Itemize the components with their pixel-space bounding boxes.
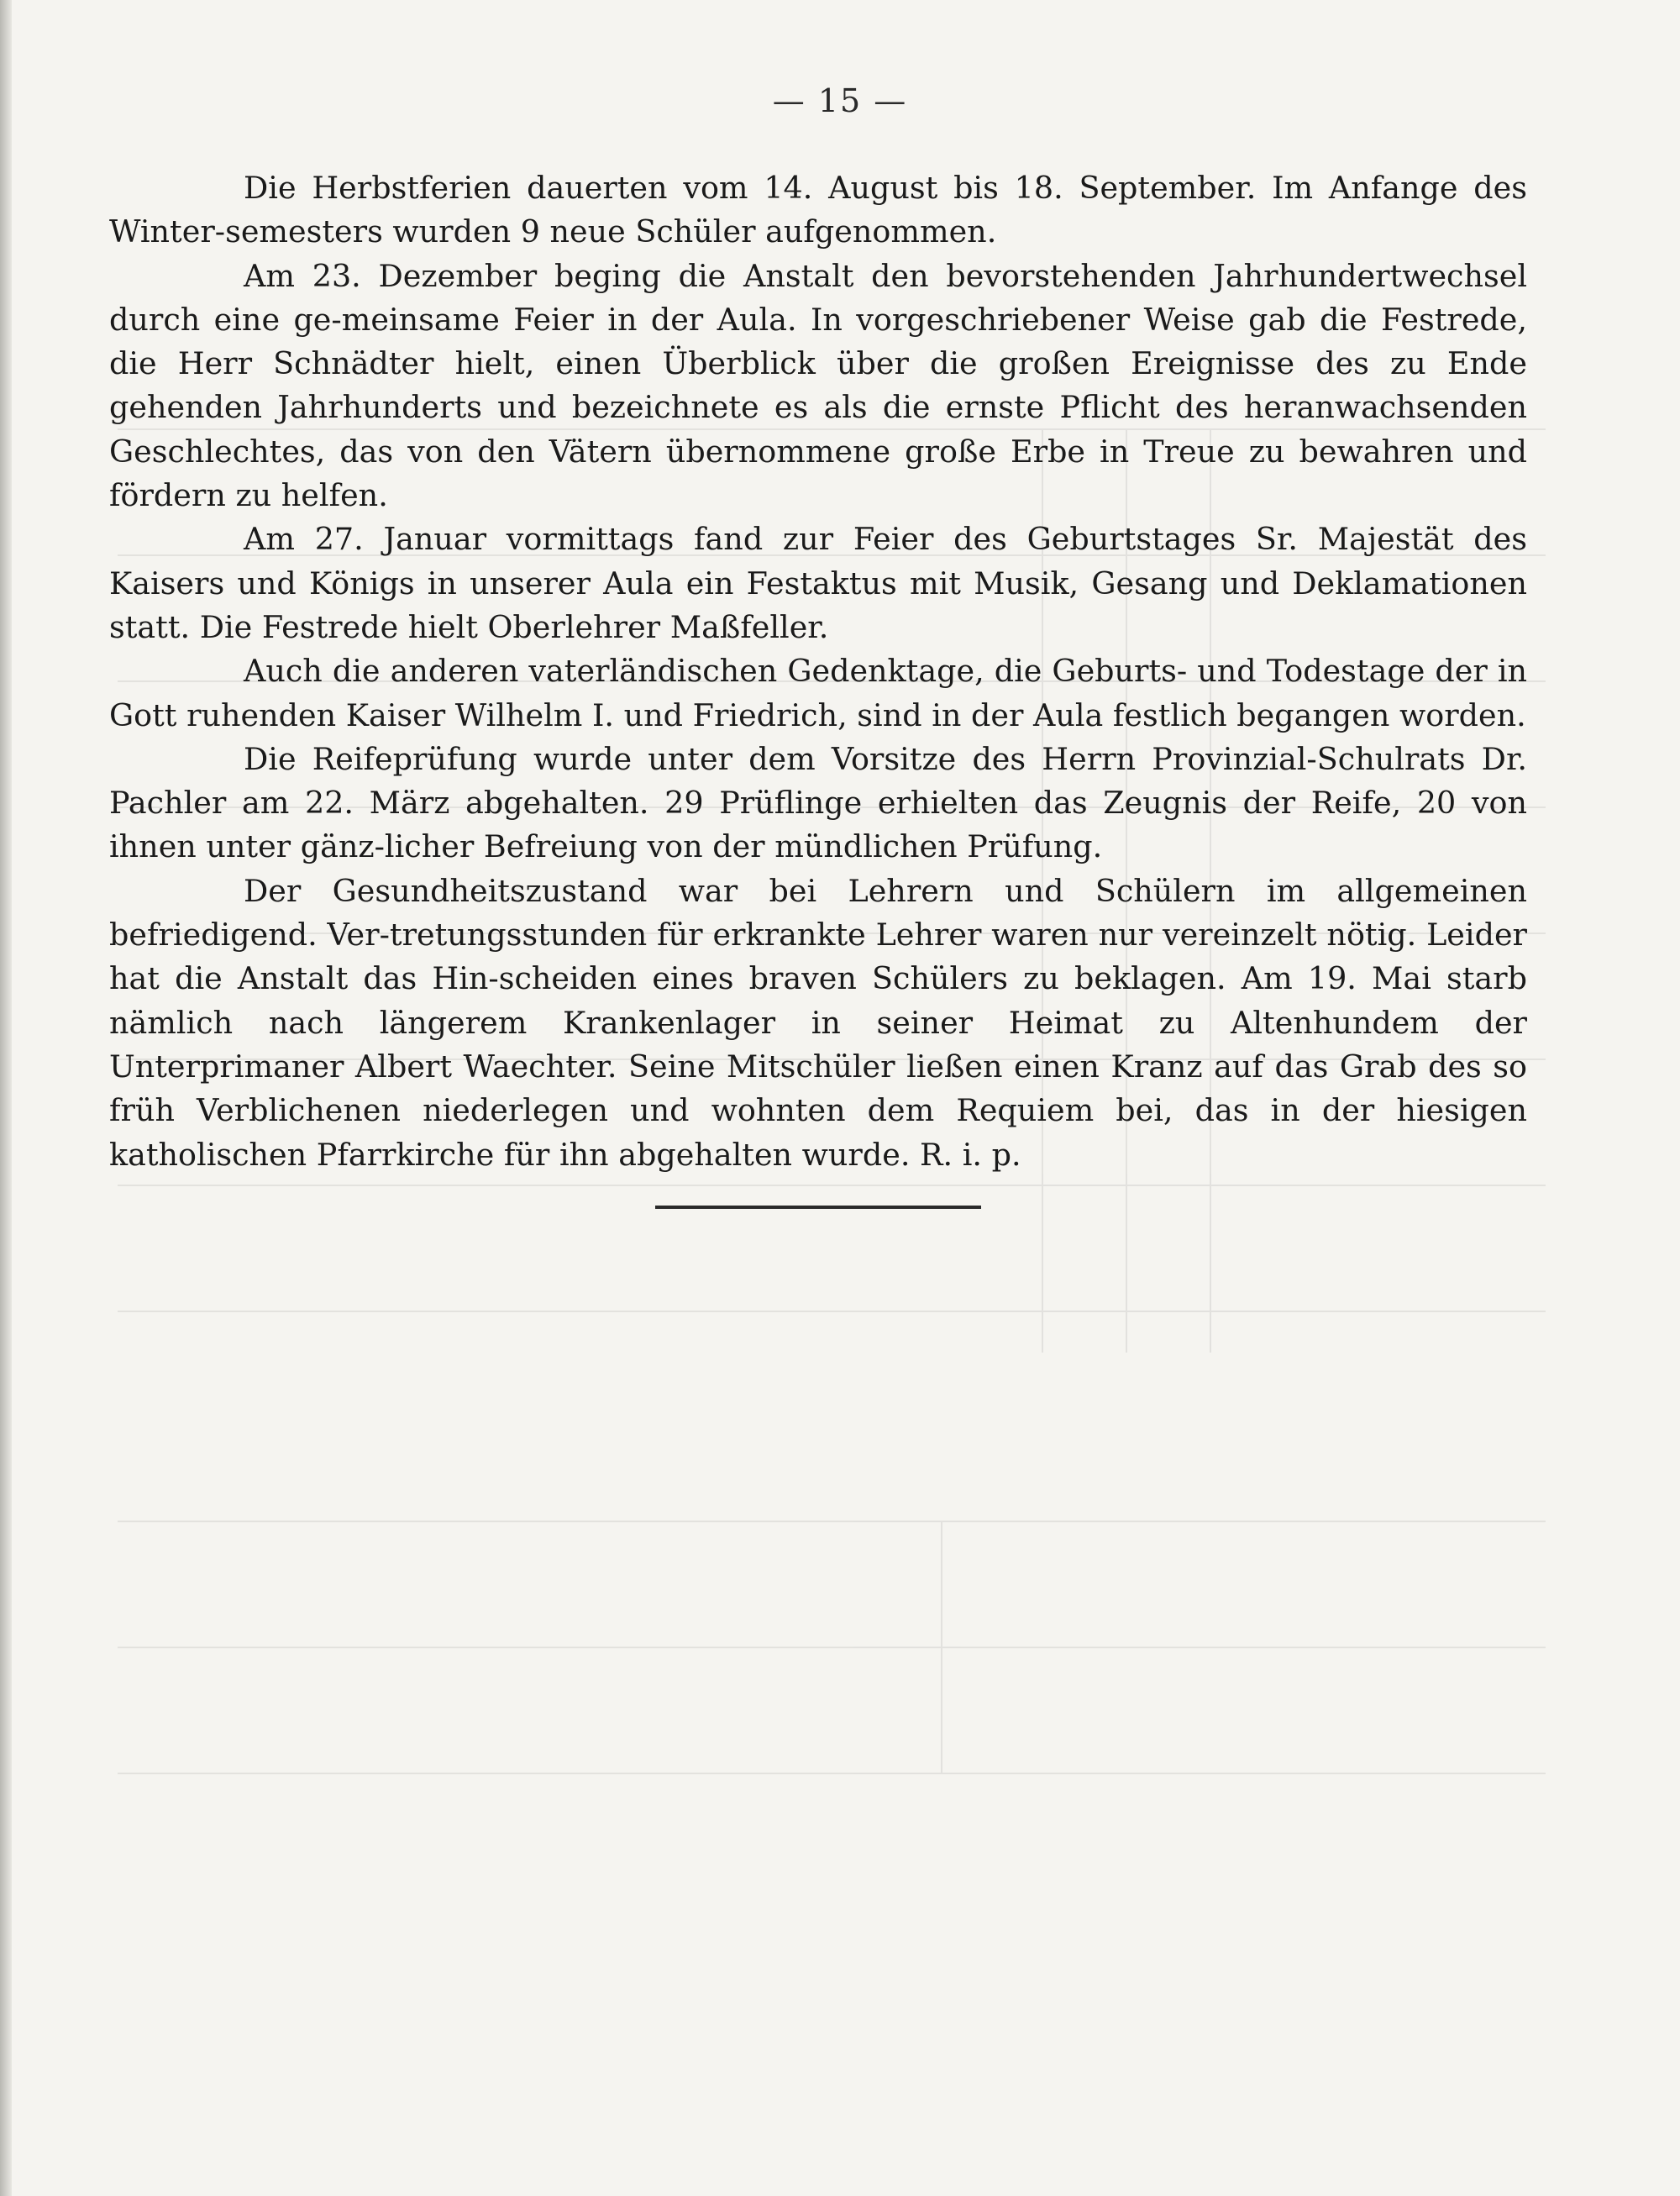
paragraph-century-celebration: Am 23. Dezember beging die Anstalt den bevorstehenden Jahrhundertwechsel durch eine ge-meinsame Feier in der Aula. In vorgeschriebener Weise gab die Festrede, die Herr Schnädter hielt, einen Überblick über die großen Ereignisse des zu Ende gehenden Jahrhunderts und bezeichnete es als die ernste Pflicht des heranwachsenden Geschlechtes, das von den Vätern übernommene große Erbe in Treue zu bewahren und fördern zu helfen. (109, 257, 1527, 514)
paragraph-health: Der Gesundheitszustand war bei Lehrern und Schülern im allgemeinen befriedigend. Ver-tretungsstunden für erkrankte Lehrer waren nur vereinzelt nötig. Leider hat die Anstalt das Hin-scheiden eines braven Schülers zu beklagen. Am 19. Mai starb nämlich nach längerem Krankenlager in seiner Heimat zu Altenhundem der Unterprimaner Albert Waechter. Seine Mitschüler ließen einen Kranz auf das Grab des so früh Verblichenen niederlegen und wohnten dem Requiem bei, das in der hiesigen katholischen Pfarrkirche für ihn abgehalten wurde. R. i. p. (109, 872, 1527, 1173)
paragraph-final-exam: Die Reifeprüfung wurde unter dem Vorsitze des Herrn Provinzial-Schulrats Dr. Pachler am 22. März abgehalten. 29 Prüflinge erhielten das Zeugnis der Reife, 20 von ihnen unter gänz-licher Befreiung von der mündlichen Prüfung. (109, 740, 1527, 865)
main-text (109, 166, 1527, 1177)
section-divider-rule (655, 1206, 981, 1209)
paragraph-memorial-days: Auch die anderen vaterländischen Gedenktage, die Geburts- und Todestage der in Gott ruhenden Kaiser Wilhelm I. und Friedrich, sind in der Aula festlich begangen worden. (109, 653, 1527, 733)
page-edge-shadow (0, 0, 12, 2196)
paragraph-autumn-holidays: Die Herbstferien dauerten vom 14. August bis 18. September. Im Anfange des Winter-semesters wurden 9 neue Schüler aufgenommen. (109, 170, 1527, 250)
paragraph-emperor-birthday: Am 27. Januar vormittags fand zur Feier des Geburtstages Sr. Majestät des Kaisers und Königs in unserer Aula ein Festaktus mit Musik, Gesang und Deklamationen statt. Die Festrede hielt Oberlehrer Maßfeller. (109, 521, 1527, 645)
page-number: — 15 — (772, 82, 908, 119)
